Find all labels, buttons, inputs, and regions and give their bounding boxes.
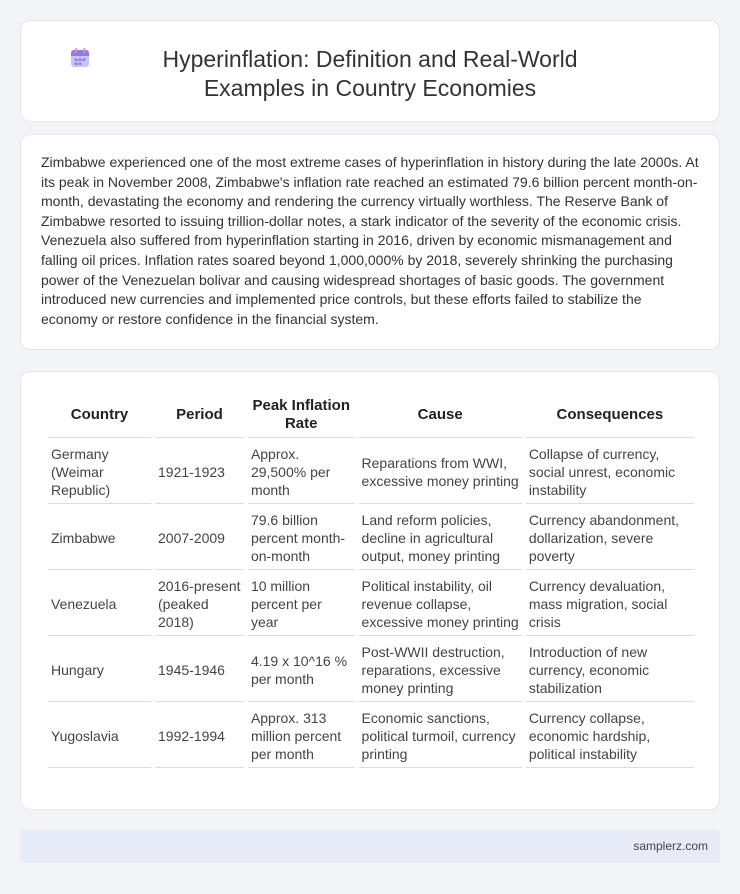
footer-bar [20,830,720,863]
header-peak-inflation: Peak Inflation Rate [248,393,355,438]
header-country: Country [48,393,151,438]
cell-cause: Economic sanctions, political turmoil, currency printing [359,705,522,768]
cell-peak: 79.6 billion percent month-on-month [248,507,355,570]
cell-consequences: Currency abandonment, dollarization, severe poverty [526,507,694,570]
cell-country: Zimbabwe [48,507,151,570]
table-row [48,705,694,768]
header-period: Period [155,393,244,438]
header-consequences: Consequences [526,393,694,438]
cell-period: 1992-1994 [155,705,244,768]
hyperinflation-table [44,390,698,771]
cell-consequences: Currency devaluation, mass migration, social crisis [526,573,694,636]
cell-period: 2007-2009 [155,507,244,570]
table-row [48,573,694,636]
table-header-row [48,393,694,438]
cell-peak: Approx. 29,500% per month [248,441,355,504]
table-row [48,441,694,504]
cell-cause: Reparations from WWI, excessive money printing [359,441,522,504]
cell-cause: Political instability, oil revenue collapse, excessive money printing [359,573,522,636]
table-row [48,507,694,570]
cell-period: 1921-1923 [155,441,244,504]
footer-site-link[interactable]: samplerz.com [633,839,708,853]
cell-country: Germany (Weimar Republic) [48,441,151,504]
cell-period: 1945-1946 [155,639,244,702]
header-cause: Cause [359,393,522,438]
table-row [48,639,694,702]
cell-cause: Land reform policies, decline in agricultural output, money printing [359,507,522,570]
cell-consequences: Introduction of new currency, economic stabilization [526,639,694,702]
cell-peak: Approx. 313 million percent per month [248,705,355,768]
cell-country: Hungary [48,639,151,702]
cell-country: Yugoslavia [48,705,151,768]
cell-country: Venezuela [48,573,151,636]
cell-consequences: Collapse of currency, social unrest, economic instability [526,441,694,504]
cell-consequences: Currency collapse, economic hardship, political instability [526,705,694,768]
intro-card [20,134,720,350]
cell-peak: 10 million percent per year [248,573,355,636]
table-card [20,371,720,810]
cell-cause: Post-WWII destruction, reparations, excessive money printing [359,639,522,702]
intro-paragraph: Zimbabwe experienced one of the most extreme cases of hyperinflation in history during the late 2000s. At its peak in November 2008, Zimbabwe's inflation rate reached an estimated 79.6 billion percent month-on-month, devastating the economy and rendering the currency virtually worthless. The Reserve Bank of Zimbabwe resorted to issuing trillion-dollar notes, a stark indicator of the severity of the economic crisis. Venezuela also suffered from hyperinflation starting in 2016, driven by economic mismanagement and falling oil prices. Inflation rates soared beyond 1,000,000% by 2018, severely shrinking the purchasing power of the Venezuelan bolivar and causing widespread shortages of basic goods. The government introduced new currencies and implemented price controls, but these efforts failed to stabilize the economy or restore confidence in the financial system. [41,154,699,327]
page-title: Hyperinflation: Definition and Real-World Examples in Country Economies [162,46,578,101]
cell-peak: 4.19 x 10^16 % per month [248,639,355,702]
title-card [20,20,720,122]
cell-period: 2016-present (peaked 2018) [155,573,244,636]
